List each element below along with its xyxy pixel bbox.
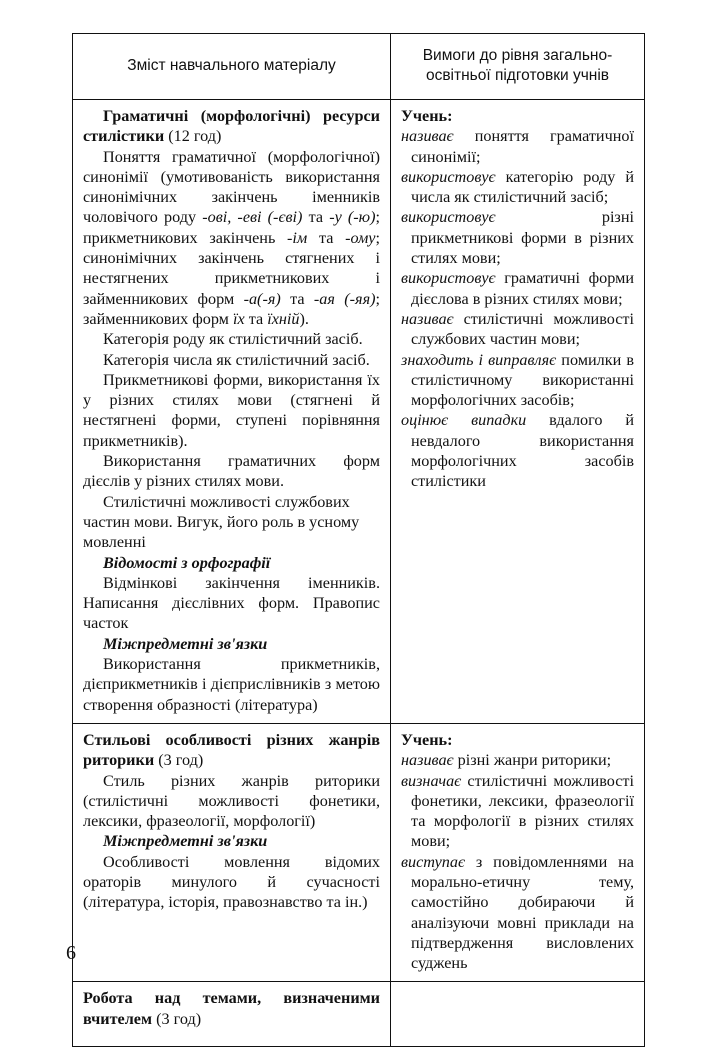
table-row (73, 100, 645, 724)
student-label: Учень: (401, 730, 453, 749)
page-number: 6 (66, 942, 76, 964)
paragraph: Прикметникові форми, використання їх у різних стилях мови (стягнені й нестягнені форми, ступені порівняння прикметників). (83, 370, 380, 450)
paragraph: Категорія роду як стилістичний засіб. (103, 330, 363, 349)
requirement-verb: використовує (401, 208, 496, 227)
requirements-list (401, 126, 634, 491)
requirement-text: граматичні форми дієслова в різних стилях мови; (411, 269, 634, 308)
requirement-text: стилістичні можливості службових частин мови; (411, 309, 634, 349)
section-title: Робота над темами, визначеними вчителем (3 год) (83, 989, 380, 1028)
column-header-requirements: Вимоги до рівня загально-освітньої підготовки учнів (391, 34, 645, 100)
requirements-cell (391, 982, 645, 1047)
requirement-verb: знаходить і виправляє (401, 350, 557, 369)
paragraph: Відмінкові закінчення іменників. Написання дієслівних форм. Правопис часток (83, 573, 380, 633)
requirement-text: різні жанри риторики; (453, 751, 612, 770)
requirement-text: поняття граматичної синонімії; (411, 127, 634, 166)
requirement-item (401, 309, 634, 350)
requirement-text: категорію роду й числа як стилістичний засіб; (411, 167, 634, 207)
requirements-cell (391, 723, 645, 982)
requirement-verb: використовує (401, 269, 496, 288)
content-cell (73, 982, 391, 1047)
requirement-item (401, 750, 634, 770)
requirements-cell (391, 100, 645, 724)
section-title: Стильові особливості різних жанрів риторики (3 год) (83, 730, 380, 770)
content-cell (73, 100, 391, 724)
requirement-text: помилки в стилістичному використанні морфологічних засобів; (411, 350, 634, 410)
table-row (73, 982, 645, 1047)
requirement-item (401, 126, 634, 167)
table-row (73, 723, 645, 982)
curriculum-table (72, 33, 645, 1047)
paragraph: Поняття граматичної (морфологічної) синонімії (умотивованість використання синонімічних закінчень іменників чоловічого роду -ові, -еві (-єві) та -у (-ю); прикметникових закінчень -ім та -ому; синонімічних закінчень стягнених і нестягнених прикметникових і займенникових форм -а(-я) та -ая (-яя); займенникових форм їх та їхній). (83, 147, 380, 328)
student-label: Учень: (401, 107, 453, 125)
requirement-item (401, 167, 634, 208)
requirement-text: стилістичні можливості фонетики, лексики, фразеології та морфології в різних стилях мови; (411, 771, 634, 851)
table-header-row (73, 34, 645, 100)
paragraph: Стилістичні можливості службових частин мови. Вигук, його роль в усному мовленні (83, 492, 360, 552)
links-heading: Міжпредметні зв'язки (103, 832, 268, 851)
column-header-content: Зміст навчального матеріалу (73, 34, 391, 100)
requirements-list (401, 750, 634, 973)
spelling-heading: Відомості з орфографії (103, 553, 271, 572)
section-title: Граматичні (морфологічні) ресурси стилістики (12 год) (83, 107, 380, 146)
requirement-verb: називає (401, 127, 454, 146)
paragraph: Стиль різних жанрів риторики (стилістичні можливості фонетики, лексики, фразеології, морфології) (83, 771, 380, 831)
requirement-verb: визначає (401, 771, 462, 790)
paragraph: Використання прикметників, дієприкметників і дієприслівників з метою створення образності (література) (83, 655, 380, 714)
paragraph: Використання граматичних форм дієслів у різних стилях мови. (83, 452, 380, 491)
requirement-item (401, 852, 634, 974)
content-cell (73, 723, 391, 982)
requirement-verb: називає (401, 751, 454, 770)
requirement-item (401, 207, 634, 268)
requirement-text: з повідомленнями на морально-етичну тему, самостійно добираючи й аналізуючи мовні приклади на підтвердження висловлених суджень (411, 852, 634, 973)
requirement-verb: виступає (401, 852, 466, 871)
paragraph: Особливості мовлення відомих ораторів минулого й сучасності (література, історія, правознавство та ін.) (83, 852, 380, 912)
paragraph: Категорія числа як стилістичний засіб. (103, 350, 370, 369)
requirement-item (401, 350, 634, 411)
requirement-item (401, 410, 634, 491)
requirement-verb: оцінює випадки (401, 411, 527, 430)
requirement-item (401, 268, 634, 309)
links-heading: Міжпредметні зв'язки (103, 634, 268, 653)
requirement-verb: називає (401, 309, 454, 328)
requirement-text: різні прикметникові форми в різних стилях мови; (411, 208, 634, 268)
requirement-item (401, 771, 634, 852)
requirement-text: вдалого й невдалого використання морфологічних засобів стилістики (411, 411, 634, 491)
requirement-verb: використовує (401, 167, 496, 186)
